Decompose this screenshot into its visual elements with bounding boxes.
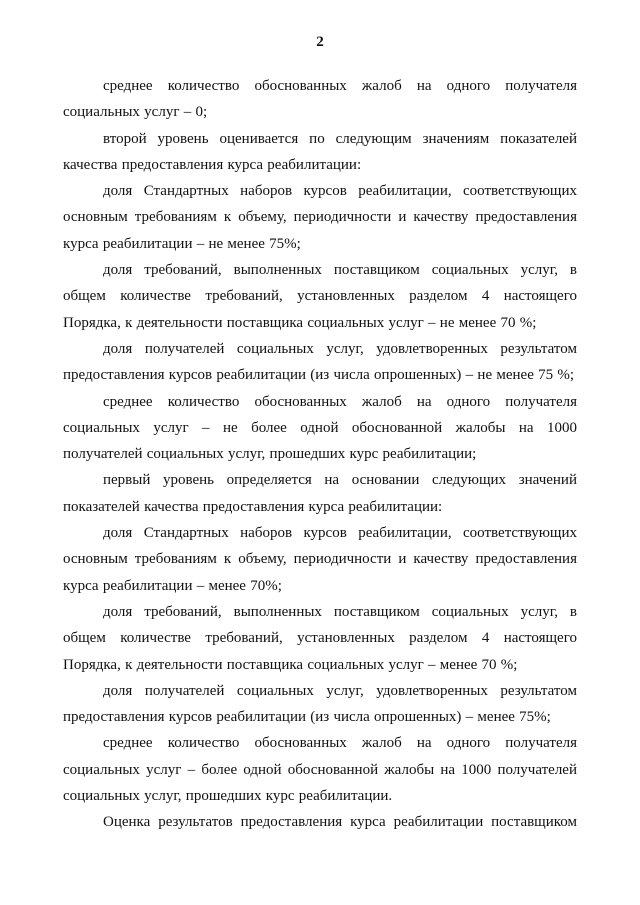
paragraph-first-level-requirements: доля требований, выполненных поставщиком социальных услуг, в общем количестве требований, установленных разделом 4 настоящего Порядка, к деятельности поставщика социальных услуг – менее 70 %; [63,603,577,673]
paragraph-second-level-requirements: доля требований, выполненных поставщиком социальных услуг, в общем количестве требований, установленных разделом 4 настоящего Порядка, к деятельности поставщика социальных услуг – не менее 70 %; [63,262,577,331]
paragraph-first-level-satisfied: доля получателей социальных услуг, удовлетворенных результатом предоставления курсов реабилитации (из числа опрошенных) – менее 75%; [63,682,577,726]
paragraph-second-level-satisfied: доля получателей социальных услуг, удовлетворенных результатом предоставления курсов реабилитации (из числа опрошенных) – не менее 75 %; [63,340,577,384]
paragraph-second-level-complaints: среднее количество обоснованных жалоб на одного получателя социальных услуг – не более одной обоснованной жалобы на 1000 получателей социальных услуг, прошедших курс реабилитации; [63,393,577,463]
paragraph-first-level-complaints: среднее количество обоснованных жалоб на одного получателя социальных услуг – более одной обоснованной жалобы на 1000 получателей социальных услуг, прошедших курс реабилитации. [63,735,577,805]
page-number: 2 [316,34,324,50]
paragraph-second-level-standard-sets: доля Стандартных наборов курсов реабилитации, соответствующих основным требованиям к объему, периодичности и качеству предоставления курса реабилитации – не менее 75%; [63,183,577,252]
paragraph-second-level-intro: второй уровень оценивается по следующим значениям показателей качества предоставления курса реабилитации: [63,130,577,173]
paragraph-avg-complaints-zero: среднее количество обоснованных жалоб на одного получателя социальных услуг – 0; [63,78,577,121]
paragraph-first-level-intro: первый уровень определяется на основании следующих значений показателей качества предоставления курса реабилитации: [63,472,577,515]
paragraph-evaluation-results: Оценка результатов предоставления курса реабилитации поставщиком [103,814,577,831]
paragraph-first-level-standard-sets: доля Стандартных наборов курсов реабилитации, соответствующих основным требованиям к объему, периодичности и качеству предоставления курса реабилитации – менее 70%; [63,525,577,594]
document-body [63,73,577,836]
